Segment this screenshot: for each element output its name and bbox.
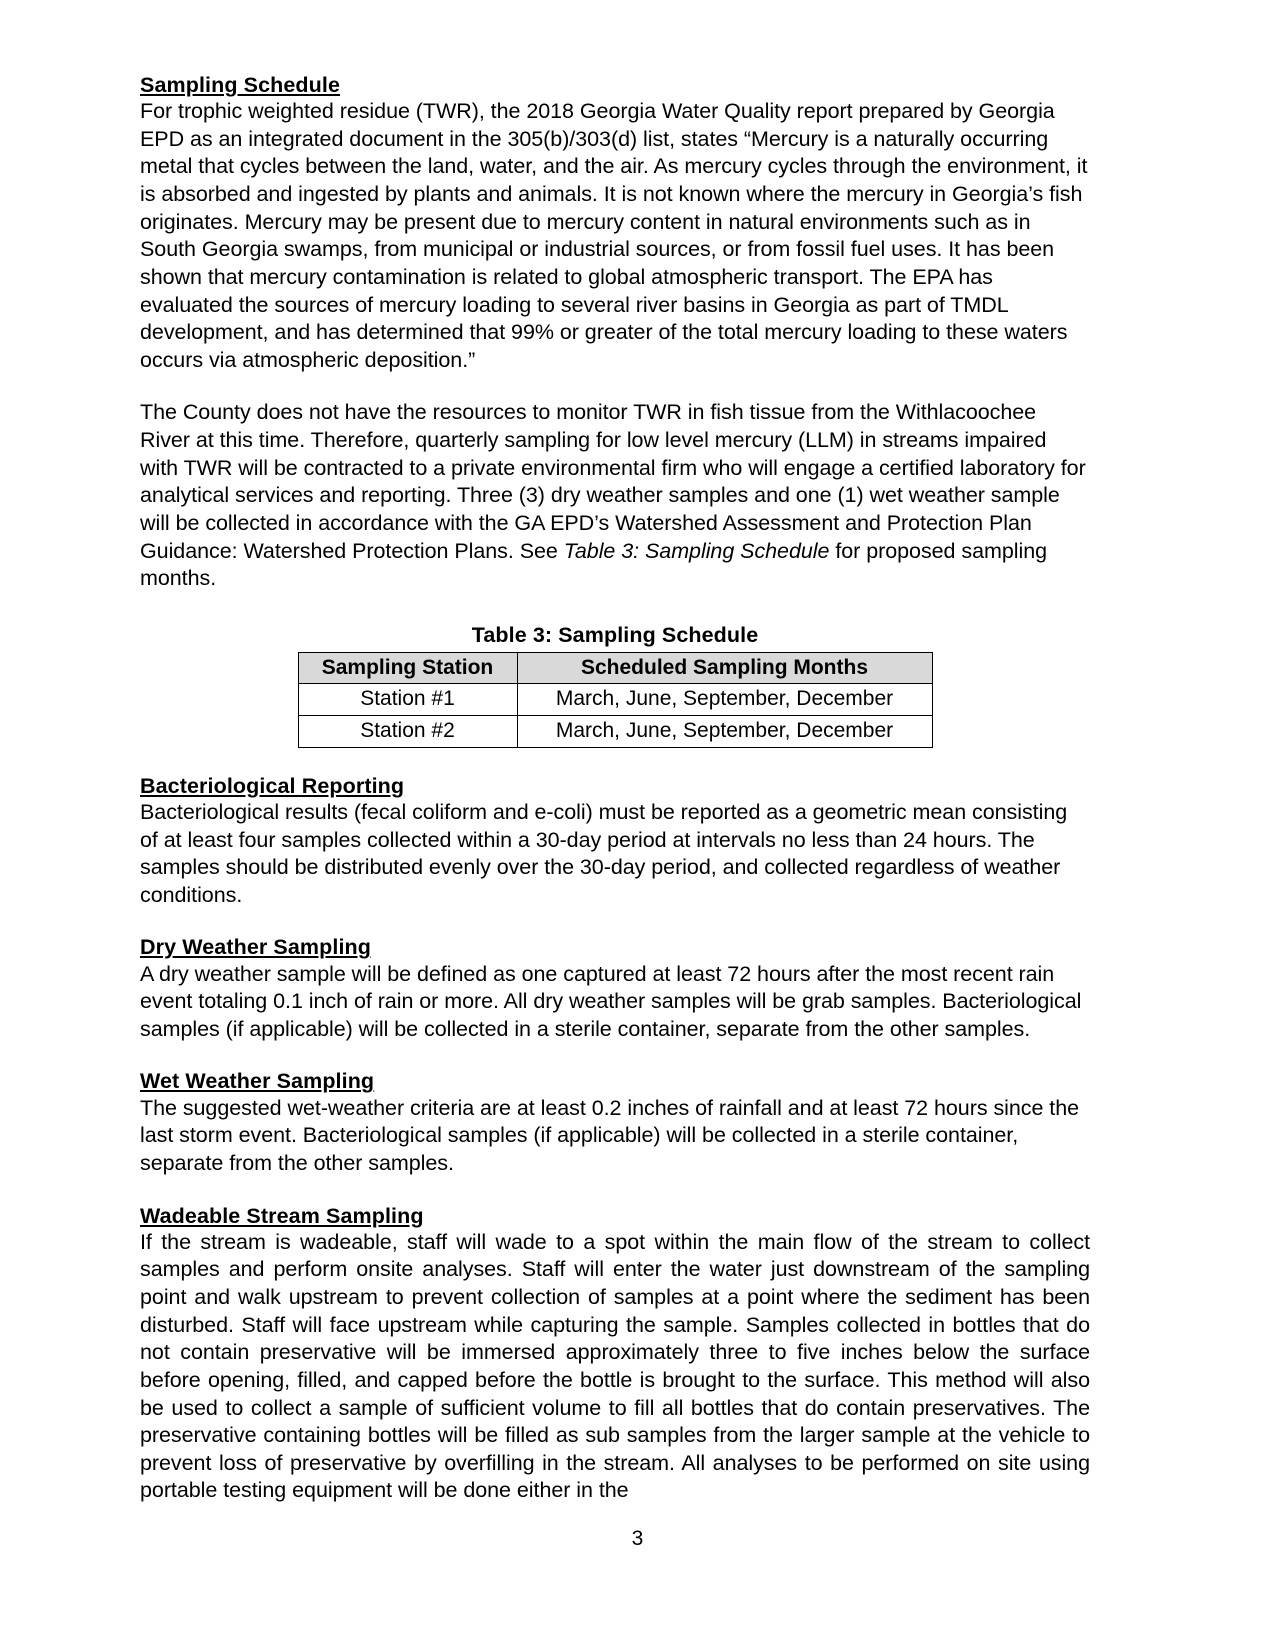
paragraph-county-resources-part-2: for proposed sampling months. xyxy=(140,538,1048,591)
paragraph-county-resources-part-1: The County does not have the resources to monitor TWR in fish tissue from the Withlacoochee River at this time. Therefore, quarterly sampling for low level mercury (LLM) in streams impaired with TWR will be contracted to a private environmental firm who will engage a certified laboratory for analytical services and reporting. Three (3) dry weather samples and one (1) wet weather sample will be collected in accordance with the GA EPD’s Watershed Assessment and Protection Plan Guidance: Watershed Protection Plans. See xyxy=(140,400,1086,563)
cell-sampling-months: March, June, September, December xyxy=(517,716,932,748)
heading-wet-weather-sampling: Wet Weather Sampling xyxy=(140,1069,375,1094)
column-header-sampling-station: Sampling Station xyxy=(298,652,517,684)
paragraph-wet-weather-sampling: The suggested wet-weather criteria are at least 0.2 inches of rainfall and at least 72 hours since the last storm event. Bacteriological samples (if applicable) will be collected in a sterile container, separate from the other samples. xyxy=(140,1095,1080,1175)
heading-dry-weather-sampling: Dry Weather Sampling xyxy=(140,935,371,960)
table-header-row xyxy=(298,652,932,684)
section-spacer xyxy=(140,1178,1090,1203)
heading-bacteriological-reporting: Bacteriological Reporting xyxy=(140,773,405,798)
cell-sampling-months: March, June, September, December xyxy=(517,684,932,716)
page-number: 3 xyxy=(631,1527,644,1550)
cell-station-name: Station #1 xyxy=(298,684,517,716)
heading-sampling-schedule: Sampling Schedule xyxy=(140,73,341,97)
column-header-scheduled-sampling-months: Scheduled Sampling Months xyxy=(517,652,932,684)
page-content xyxy=(140,72,1090,1505)
sampling-schedule-table xyxy=(298,652,933,748)
table-caption: Table 3: Sampling Schedule xyxy=(471,622,759,647)
cell-station-name: Station #2 xyxy=(298,716,517,748)
paragraph-dry-weather-sampling: A dry weather sample will be defined as one captured at least 72 hours after the most recent rain event totaling 0.1 inch of rain or more. All dry weather samples will be grab samples. Bacteriological samples (if applicable) will be collected in a sterile container, separate from the other samples. xyxy=(140,961,1082,1041)
paragraph-wadeable-stream-sampling: If the stream is wadeable, staff will wade to a spot within the main flow of the stream to collect samples and perform onsite analyses. Staff will enter the water just downstream of the sampling point and walk upstream to prevent collection of samples at a point where the sediment has been disturbed. Staff will face upstream while capturing the sample. Samples collected in bottles that do not contain preservative will be immersed approximately three to five inches below the surface before opening, filled, and capped before the bottle is brought to the surface. This method will also be used to collect a sample of sufficient volume to fill all bottles that do contain preservatives. The preservative containing bottles will be filled as sub samples from the larger sample at the vehicle to prevent loss of preservative by overfilling in the stream. All analyses to be performed on site using portable testing equipment will be done either in the xyxy=(140,1229,1090,1503)
paragraph-spacer xyxy=(140,374,1090,399)
table-row xyxy=(298,684,932,716)
paragraph-bacteriological-reporting: Bacteriological results (fecal coliform and e-coli) must be reported as a geometric mean consisting of at least four samples collected within a 30-day period at intervals no less than 24 hours. The samples should be distributed evenly over the 30-day period, and collected regardless of weather conditions. xyxy=(140,799,1068,907)
section-spacer xyxy=(140,748,1090,773)
paragraph-sampling-schedule: For trophic weighted residue (TWR), the 2018 Georgia Water Quality report prepared by Georgia EPD as an integrated document in the 305(b)/303(d) list, states “Mercury is a naturally occurring metal that cycles between the land, water, and the air. As mercury cycles through the environment, it is absorbed and ingested by plants and animals. It is not known where the mercury in Georgia’s fish originates. Mercury may be present due to mercury content in natural environments such as in South Georgia swamps, from municipal or industrial sources, or from fossil fuel uses. It has been shown that mercury contamination is related to global atmospheric transport. The EPA has evaluated the sources of mercury loading to several river basins in Georgia as part of TMDL development, and has determined that 99% or greater of the total mercury loading to these waters occurs via atmospheric deposition.” xyxy=(140,99,1088,372)
paragraph-county-resources xyxy=(140,399,1090,592)
section-spacer xyxy=(140,1043,1090,1068)
table-3-block xyxy=(140,623,1090,748)
heading-wadeable-stream-sampling: Wadeable Stream Sampling xyxy=(140,1203,424,1228)
table-row xyxy=(298,716,932,748)
table-reference-italic: Table 3: Sampling Schedule xyxy=(563,538,830,563)
section-spacer xyxy=(140,909,1090,934)
